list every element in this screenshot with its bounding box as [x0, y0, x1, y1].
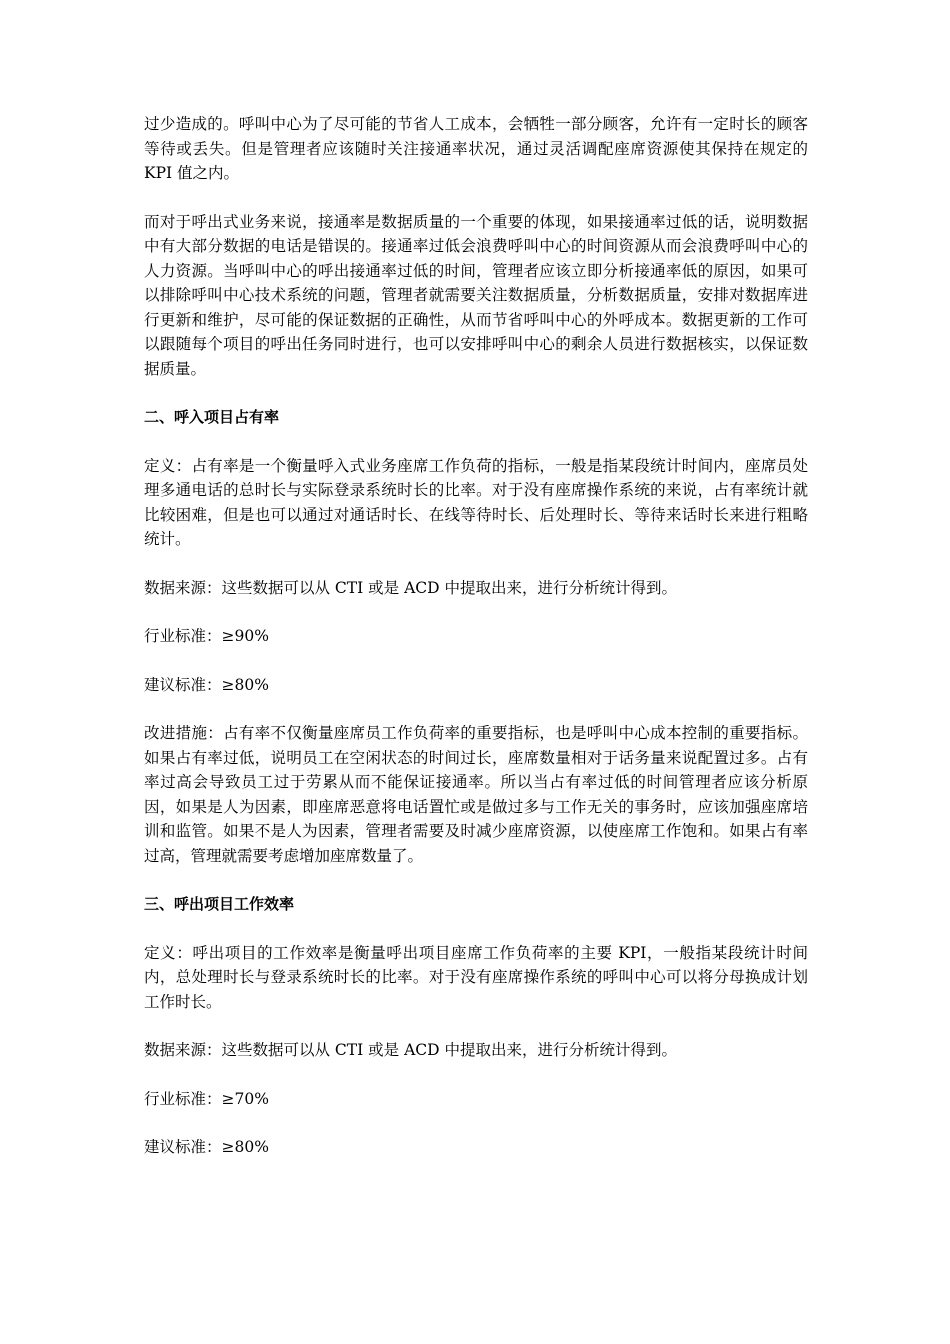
efficiency-industry-standard: 行业标准：≥70%	[144, 1089, 269, 1108]
occupancy-improvement-measures: 改进措施：占有率不仅衡量座席员工作负荷率的重要指标，也是呼叫中心成本控制的重要指标。如果占有率过低，说明员工在空闲状态的时间过长，座席数量相对于话务量来说配置过多。占有率过高会导致员工过于劳累从而不能保证接通率。所以当占有率过低的时间管理者应该分析原因，如果是人为因素，即座席恶意将电话置忙或是做过多与工作无关的事务时，应该加强座席培训和监管。如果不是人为因素，管理者需要及时减少座席资源，以使座席工作饱和。如果占有率过高，管理就需要考虑增加座席数量了。	[144, 724, 808, 865]
efficiency-suggested-standard: 建议标准：≥80%	[144, 1138, 269, 1156]
occupancy-suggested-standard: 建议标准：≥80%	[144, 675, 269, 694]
occupancy-data-source: 数据来源：这些数据可以从 CTI 或是 ACD 中提取出来，进行分析统计得到。	[144, 578, 678, 597]
paragraph-connect-rate-outbound: 而对于呼出式业务来说，接通率是数据质量的一个重要的体现，如果接通率过低的话，说明数据中有大部分数据的电话是错误的。接通率过低会浪费呼叫中心的时间资源从而会浪费呼叫中心的人力资源。当呼叫中心的呼出接通率过低的时间，管理者应该立即分析接通率低的原因，如果可以排除呼叫中心技术系统的问题，管理者就需要关注数据质量，分析数据质量，安排对数据库进行更新和维护，尽可能的保证数据的正确性，从而节省呼叫中心的外呼成本。数据更新的工作可以跟随每个项目的呼出任务同时进行，也可以安排呼叫中心的剩余人员进行数据核实，以保证数据质量。	[144, 212, 808, 378]
efficiency-data-source: 数据来源：这些数据可以从 CTI 或是 ACD 中提取出来，进行分析统计得到。	[144, 1041, 678, 1059]
paragraph-connect-rate-inbound: 过少造成的。呼叫中心为了尽可能的节省人工成本，会牺牲一部分顾客，允许有一定时长的顾客等待或丢失。但是管理者应该随时关注接通率状况，通过灵活调配座席资源使其保持在规定的 KPI 值之内。	[144, 115, 808, 182]
section-heading-inbound-occupancy: 二、呼入项目占有率	[144, 408, 280, 426]
document-page	[144, 112, 808, 1184]
section-heading-outbound-efficiency: 三、呼出项目工作效率	[144, 895, 295, 913]
efficiency-definition: 定义：呼出项目的工作效率是衡量呼出项目座席工作负荷率的主要 KPI，一般指某段统计时间内，总处理时长与登录系统时长的比率。对于没有座席操作系统的呼叫中心可以将分母换成计划工作时长。	[144, 943, 808, 1011]
occupancy-industry-standard: 行业标准：≥90%	[144, 627, 269, 645]
occupancy-definition: 定义：占有率是一个衡量呼入式业务座席工作负荷的指标，一般是指某段统计时间内，座席员处理多通电话的总时长与实际登录系统时长的比率。对于没有座席操作系统的来说，占有率统计就比较困难，但是也可以通过对通话时长、在线等待时长、后处理时长、等待来话时长来进行粗略统计。	[144, 456, 808, 548]
